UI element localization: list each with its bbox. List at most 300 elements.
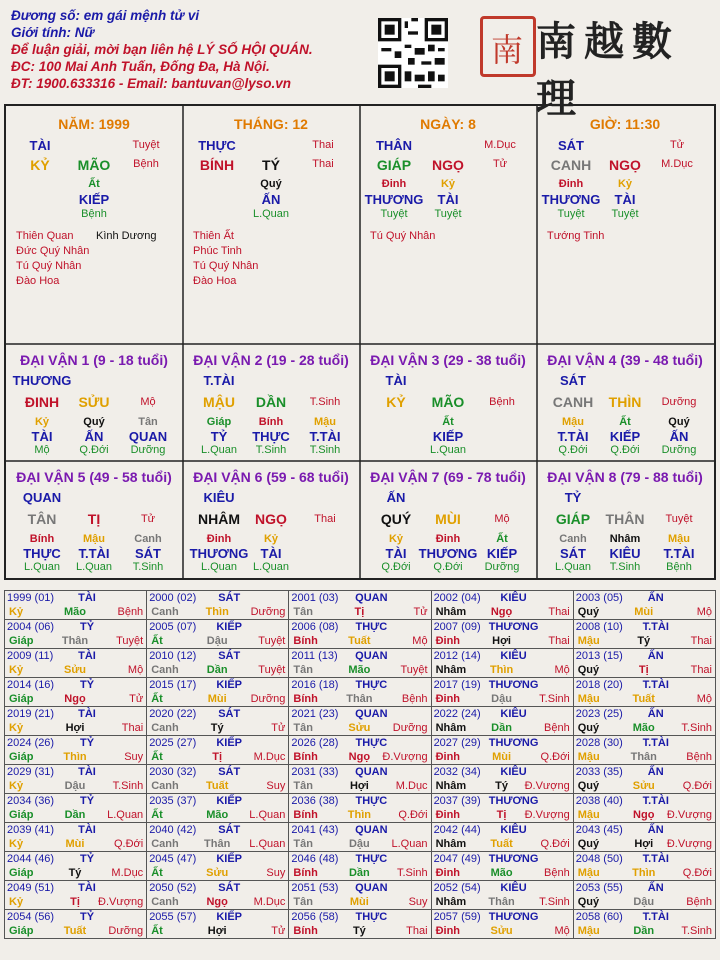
star-label: Thiên Quan bbox=[16, 230, 74, 242]
year-label: 2014 (16) bbox=[7, 679, 55, 691]
year-stage: Tuyệt bbox=[116, 635, 144, 647]
hidden-stem: Kỷ bbox=[34, 416, 50, 428]
year-stage: Tử bbox=[271, 722, 286, 734]
year-label: 2048 (50) bbox=[575, 853, 623, 865]
year-cell-content bbox=[5, 736, 146, 764]
year-stage: Mộ bbox=[554, 925, 570, 937]
earthly-branch: TÝ bbox=[262, 157, 280, 173]
year-ten-god: KIẾP bbox=[216, 911, 243, 923]
hidden-stem: Kỷ bbox=[617, 178, 633, 190]
year-cell bbox=[573, 765, 715, 794]
year-stage: Q.Đới bbox=[682, 867, 712, 879]
year-label: 2001 (03) bbox=[291, 592, 339, 604]
year-row bbox=[5, 823, 716, 852]
header-line: ĐC: 100 Mai Anh Tuấn, Đống Đa, Hà Nội. bbox=[11, 59, 270, 74]
year-label: 2052 (54) bbox=[433, 882, 481, 894]
year-branch: Tị bbox=[70, 896, 80, 908]
year-stage: M.Dục bbox=[395, 780, 428, 792]
hidden-stage: Tuyệt bbox=[611, 208, 639, 220]
year-cell bbox=[147, 678, 289, 707]
year-label: 2029 (31) bbox=[7, 766, 55, 778]
year-stem: Mậu bbox=[577, 925, 600, 937]
year-ten-god: KIÊU bbox=[500, 592, 527, 604]
pillar-3 bbox=[537, 106, 714, 344]
year-ten-god: TÀI bbox=[78, 766, 96, 778]
year-cell bbox=[431, 910, 573, 939]
star-label: Đức Quý Nhân bbox=[16, 245, 90, 257]
heavenly-stem: TÂN bbox=[27, 511, 57, 527]
year-branch: Mùi bbox=[634, 606, 654, 618]
year-stem: Canh bbox=[151, 780, 179, 792]
year-stem: Đinh bbox=[435, 867, 461, 879]
year-branch: Tý bbox=[495, 780, 508, 792]
ten-god-label: THỰC bbox=[198, 138, 236, 153]
year-ten-god: TỶ bbox=[79, 621, 95, 633]
hidden-stage: L.Quan bbox=[554, 561, 592, 573]
hidden-stem: Quý bbox=[260, 178, 282, 190]
hidden-stem: Đinh bbox=[206, 533, 232, 545]
ten-god-label: TÀI bbox=[29, 138, 51, 153]
hidden-god: KIÊU bbox=[609, 546, 641, 561]
earthly-branch: TỊ bbox=[87, 511, 101, 527]
hidden-stem: Mậu bbox=[562, 416, 584, 428]
hidden-stem: Canh bbox=[559, 533, 587, 545]
hidden-stage: L.Quan bbox=[200, 561, 238, 573]
earthly-branch: THÂN bbox=[605, 511, 645, 527]
year-label: 2021 (23) bbox=[291, 708, 339, 720]
year-ten-god: ẤN bbox=[647, 592, 664, 604]
year-ten-god: SÁT bbox=[218, 766, 241, 778]
year-branch: Mùi bbox=[349, 896, 369, 908]
stage-label: M.Dục bbox=[484, 139, 516, 151]
hidden-stage: L.Quan bbox=[23, 561, 61, 573]
year-stem: Giáp bbox=[9, 635, 34, 647]
year-stage: M.Dục bbox=[253, 896, 286, 908]
year-label: 2016 (18) bbox=[291, 679, 339, 691]
year-stage: Bệnh bbox=[686, 896, 712, 908]
year-branch: Hợi bbox=[634, 838, 654, 850]
hidden-stem: Ất bbox=[88, 178, 100, 190]
stage-label: Mộ bbox=[140, 396, 156, 408]
hidden-stem: Bính bbox=[29, 533, 55, 545]
year-stage: Bệnh bbox=[686, 751, 712, 763]
year-cell-content bbox=[289, 649, 430, 677]
year-stage: Bệnh bbox=[544, 867, 570, 879]
year-cell-content bbox=[147, 765, 288, 793]
dai-van-title: ĐẠI VẬN 1 (9 - 18 tuổi) bbox=[20, 352, 168, 368]
year-branch: Thân bbox=[630, 751, 657, 763]
year-cell-content bbox=[289, 765, 430, 793]
hidden-god: TỶ bbox=[210, 429, 228, 444]
year-stage: T.Sinh bbox=[539, 896, 570, 908]
year-stage: M.Dục bbox=[253, 751, 286, 763]
year-label: 2015 (17) bbox=[149, 679, 197, 691]
hidden-stage: L.Quan bbox=[252, 208, 290, 220]
year-cell bbox=[289, 852, 431, 881]
hidden-stem: Giáp bbox=[206, 416, 232, 428]
hidden-stage: L.Quan bbox=[429, 444, 467, 456]
pillar-0 bbox=[6, 106, 183, 344]
year-cell bbox=[573, 910, 715, 939]
year-stem: Quý bbox=[577, 722, 600, 734]
year-cell-content bbox=[289, 707, 430, 735]
year-cell-content bbox=[574, 649, 715, 677]
year-stage: Thai bbox=[548, 606, 570, 618]
year-cell-content bbox=[289, 620, 430, 648]
year-cell-content bbox=[289, 823, 430, 851]
year-stage: Dưỡng bbox=[108, 925, 144, 937]
year-label: 2010 (12) bbox=[149, 650, 197, 662]
year-label: 2028 (30) bbox=[575, 737, 623, 749]
year-cell bbox=[573, 678, 715, 707]
year-stem: Bính bbox=[293, 635, 318, 647]
year-cell-content bbox=[147, 649, 288, 677]
year-stage: Đ.Vượng bbox=[98, 896, 144, 908]
hidden-god: THƯƠNG bbox=[418, 546, 478, 561]
hidden-god: TÀI bbox=[437, 192, 459, 207]
year-stem: Giáp bbox=[9, 867, 34, 879]
year-cell bbox=[431, 678, 573, 707]
year-cell bbox=[5, 765, 147, 794]
hidden-stem: Canh bbox=[134, 533, 162, 545]
heavenly-stem: KỶ bbox=[386, 394, 406, 410]
year-label: 2046 (48) bbox=[291, 853, 339, 865]
year-ten-god: THỰC bbox=[355, 853, 388, 865]
hidden-stem: Mậu bbox=[668, 533, 690, 545]
year-cell bbox=[5, 678, 147, 707]
pillar-1 bbox=[183, 106, 360, 344]
year-ten-god: KIẾP bbox=[216, 621, 243, 633]
dai-van-title: ĐẠI VẬN 5 (49 - 58 tuổi) bbox=[16, 469, 172, 485]
year-stem: Tân bbox=[293, 780, 313, 792]
year-cell-content bbox=[289, 736, 430, 764]
year-branch: Tị bbox=[212, 751, 223, 763]
header-line: Đương số: em gái mệnh tử vi bbox=[11, 8, 200, 23]
year-stage: T.Sinh bbox=[681, 722, 712, 734]
year-branch: Hợi bbox=[65, 722, 85, 734]
hidden-god: TÀI bbox=[614, 192, 636, 207]
earthly-branch: MÃO bbox=[431, 394, 465, 410]
year-label: 2055 (57) bbox=[149, 911, 197, 923]
year-cell-content bbox=[432, 881, 573, 909]
year-stem: Quý bbox=[577, 664, 600, 676]
hidden-stage: Mộ bbox=[34, 444, 50, 456]
hidden-stem: Quý bbox=[83, 416, 105, 428]
year-stem: Đinh bbox=[435, 809, 461, 821]
year-label: 2023 (25) bbox=[575, 708, 623, 720]
year-label: 2056 (58) bbox=[291, 911, 339, 923]
hidden-stage: T.Sinh bbox=[132, 561, 164, 573]
year-label: 2043 (45) bbox=[575, 824, 623, 836]
ten-god-label: SÁT bbox=[558, 138, 584, 153]
year-stage: Dưỡng bbox=[250, 693, 286, 705]
year-branch: Mão bbox=[206, 809, 229, 821]
pillar-title: GIỜ: 11:30 bbox=[589, 116, 661, 132]
year-stage: Suy bbox=[266, 780, 286, 792]
hidden-god: T.TÀI bbox=[557, 429, 589, 444]
year-stem: Tân bbox=[293, 722, 313, 734]
year-ten-god: T.TÀI bbox=[642, 795, 669, 807]
year-stem: Nhâm bbox=[435, 896, 467, 908]
year-stage: L.Quan bbox=[249, 838, 286, 850]
year-ten-god: TÀI bbox=[78, 882, 96, 894]
year-cell bbox=[573, 591, 715, 620]
year-ten-god: TÀI bbox=[78, 824, 96, 836]
year-stage: Suy bbox=[408, 896, 428, 908]
pillar-title: NGÀY: 8 bbox=[420, 116, 476, 132]
year-cell bbox=[147, 881, 289, 910]
year-branch: Dần bbox=[348, 867, 370, 879]
year-label: 2054 (56) bbox=[7, 911, 55, 923]
stage-label: Mộ bbox=[494, 513, 510, 525]
stage-label: Tử bbox=[669, 139, 685, 151]
year-branch: Dần bbox=[633, 925, 655, 937]
year-ten-god: THƯƠNG bbox=[488, 621, 539, 633]
hidden-stage: Q.Đới bbox=[610, 444, 640, 456]
year-branch: Mão bbox=[490, 867, 513, 879]
dai-van-8 bbox=[537, 461, 714, 578]
year-branch: Tị bbox=[496, 809, 507, 821]
year-cell bbox=[5, 910, 147, 939]
year-ten-god: T.TÀI bbox=[642, 679, 669, 691]
heavenly-stem: BÍNH bbox=[199, 157, 235, 173]
year-stem: Tân bbox=[293, 606, 313, 618]
year-stem: Quý bbox=[577, 606, 600, 618]
hidden-stem: Mậu bbox=[83, 533, 105, 545]
year-cell-content bbox=[432, 910, 573, 938]
year-stage: L.Quan bbox=[107, 809, 144, 821]
year-label: 2013 (15) bbox=[575, 650, 623, 662]
year-ten-god: THỰC bbox=[355, 621, 388, 633]
stage-label: Thai bbox=[314, 513, 336, 525]
year-ten-god: THỰC bbox=[355, 911, 388, 923]
year-stem: Ất bbox=[151, 693, 163, 705]
year-branch: Mão bbox=[64, 606, 86, 618]
year-cell bbox=[147, 620, 289, 649]
hidden-stage: T.Sinh bbox=[609, 561, 641, 573]
year-stage: Tử bbox=[271, 925, 286, 937]
year-label: 2026 (28) bbox=[291, 737, 339, 749]
qr-code-icon[interactable] bbox=[378, 18, 448, 88]
year-ten-god: QUAN bbox=[355, 592, 388, 604]
year-ten-god: KIẾP bbox=[216, 679, 243, 691]
year-branch: Hợi bbox=[492, 635, 511, 647]
year-label: 2036 (38) bbox=[291, 795, 339, 807]
year-ten-god: TÀI bbox=[78, 708, 96, 720]
year-label: 2058 (60) bbox=[575, 911, 623, 923]
hidden-god: KIẾP bbox=[78, 192, 110, 207]
earthly-branch: NGỌ bbox=[432, 157, 464, 173]
year-cell-content bbox=[147, 881, 288, 909]
star-label: Tú Quý Nhân bbox=[370, 230, 436, 242]
year-row bbox=[5, 707, 716, 736]
year-label: 2011 (13) bbox=[291, 650, 338, 662]
year-cell bbox=[431, 881, 573, 910]
star-label: Tú Quý Nhân bbox=[193, 260, 259, 272]
year-label: 2022 (24) bbox=[433, 708, 481, 720]
hidden-god: SÁT bbox=[135, 546, 161, 561]
year-cell bbox=[147, 794, 289, 823]
heavenly-stem: QUÝ bbox=[380, 511, 412, 527]
year-stage: Thai bbox=[690, 664, 712, 676]
year-cell-content bbox=[289, 910, 430, 938]
year-cell-content bbox=[574, 707, 715, 735]
year-ten-god: ẤN bbox=[647, 766, 664, 778]
year-branch: Tuất bbox=[348, 635, 371, 647]
yearly-table bbox=[4, 590, 716, 939]
year-ten-god: ẤN bbox=[647, 708, 664, 720]
ten-god-label: ẤN bbox=[386, 490, 406, 505]
year-stage: Tuyệt bbox=[258, 664, 286, 676]
year-stage: Dưỡng bbox=[250, 606, 286, 618]
year-cell bbox=[147, 910, 289, 939]
year-branch: Thìn bbox=[347, 809, 371, 821]
hidden-stage: T.Sinh bbox=[255, 444, 287, 456]
ten-god-label: KIÊU bbox=[203, 490, 235, 505]
hidden-stage: L.Quan bbox=[252, 561, 290, 573]
year-stem: Bính bbox=[293, 809, 318, 821]
year-cell-content bbox=[574, 910, 715, 938]
year-cell-content bbox=[5, 765, 146, 793]
year-cell-content bbox=[574, 823, 715, 851]
year-stem: Giáp bbox=[9, 809, 34, 821]
year-stem: Mậu bbox=[577, 751, 600, 763]
heavenly-stem: GIÁP bbox=[555, 511, 591, 527]
year-cell bbox=[289, 649, 431, 678]
year-branch: Hợi bbox=[207, 925, 227, 937]
year-cell-content bbox=[5, 794, 146, 822]
year-branch: Ngọ bbox=[348, 751, 371, 763]
year-stem: Canh bbox=[151, 606, 179, 618]
year-stage: Thai bbox=[121, 722, 144, 734]
hidden-god: THƯƠNG bbox=[364, 192, 424, 207]
year-stem: Quý bbox=[577, 780, 600, 792]
year-ten-god: TỶ bbox=[79, 795, 95, 807]
year-stem: Canh bbox=[151, 838, 179, 850]
year-branch: Sửu bbox=[348, 722, 371, 734]
year-cell-content bbox=[432, 765, 573, 793]
year-branch: Tị bbox=[638, 664, 649, 676]
year-cell bbox=[289, 823, 431, 852]
year-stem: Kỷ bbox=[9, 780, 24, 792]
year-stage: T.Sinh bbox=[681, 925, 712, 937]
year-stem: Ất bbox=[151, 635, 163, 647]
star-label: Đào Hoa bbox=[16, 275, 60, 287]
year-stem: Tân bbox=[293, 896, 313, 908]
hidden-god: KIẾP bbox=[486, 546, 518, 561]
stage-label: Tuyệt bbox=[132, 139, 160, 151]
hidden-god: THƯƠNG bbox=[541, 192, 601, 207]
year-cell bbox=[431, 707, 573, 736]
year-stage: Q.Đới bbox=[682, 780, 712, 792]
year-branch: Ngọ bbox=[64, 693, 86, 705]
heavenly-stem: KỶ bbox=[30, 157, 50, 173]
pillar-title: THÁNG: 12 bbox=[234, 116, 308, 132]
year-label: 2000 (02) bbox=[149, 592, 197, 604]
hidden-god: QUAN bbox=[128, 429, 168, 444]
year-branch: Thân bbox=[346, 693, 373, 705]
year-cell-content bbox=[147, 736, 288, 764]
stage-label: Bệnh bbox=[133, 158, 159, 170]
seal-text: 南 bbox=[491, 31, 524, 69]
year-branch: Tuất bbox=[632, 693, 655, 705]
year-ten-god: KIẾP bbox=[216, 737, 243, 749]
year-branch: Dần bbox=[491, 722, 512, 734]
year-cell bbox=[431, 852, 573, 881]
year-stage: Tuyệt bbox=[400, 664, 428, 676]
year-label: 2017 (19) bbox=[433, 679, 481, 691]
year-cell bbox=[5, 649, 147, 678]
header-line: ĐT: 1900.633316 - Email: bantuvan@lyso.vn bbox=[11, 76, 292, 91]
year-cell bbox=[573, 881, 715, 910]
year-branch: Thân bbox=[488, 896, 515, 908]
year-cell-content bbox=[5, 910, 146, 938]
year-label: 2025 (27) bbox=[149, 737, 197, 749]
year-branch: Ngọ bbox=[206, 896, 228, 908]
year-cell bbox=[147, 591, 289, 620]
year-cell bbox=[5, 591, 147, 620]
year-branch: Mùi bbox=[65, 838, 85, 850]
earthly-branch: DẦN bbox=[255, 394, 287, 410]
year-branch: Sửu bbox=[63, 664, 87, 676]
stage-label: Thai bbox=[312, 158, 334, 170]
year-stem: Nhâm bbox=[435, 838, 467, 850]
ten-god-label: TỶ bbox=[564, 490, 582, 505]
year-stem: Nhâm bbox=[435, 780, 467, 792]
year-stem: Đinh bbox=[435, 635, 461, 647]
year-label: 2018 (20) bbox=[575, 679, 623, 691]
year-label: 2053 (55) bbox=[575, 882, 623, 894]
year-stem: Bính bbox=[293, 867, 318, 879]
hidden-stage: Dưỡng bbox=[484, 561, 520, 573]
year-stage: L.Quan bbox=[249, 809, 286, 821]
hidden-stage: Bệnh bbox=[81, 208, 107, 220]
year-cell bbox=[573, 707, 715, 736]
year-stem: Kỷ bbox=[9, 664, 24, 676]
year-label: 2040 (42) bbox=[149, 824, 197, 836]
year-cell bbox=[431, 591, 573, 620]
dai-van-title: ĐẠI VẬN 4 (39 - 48 tuổi) bbox=[547, 352, 703, 368]
earthly-branch: MÙI bbox=[435, 511, 461, 527]
year-ten-god: QUAN bbox=[355, 766, 388, 778]
year-cell-content bbox=[289, 852, 430, 880]
year-stem: Giáp bbox=[9, 751, 34, 763]
year-cell bbox=[573, 649, 715, 678]
brand-logo: 南越數理 bbox=[536, 18, 680, 122]
year-ten-god: SÁT bbox=[218, 708, 241, 720]
year-branch: Mùi bbox=[207, 693, 227, 705]
year-ten-god: TỶ bbox=[79, 853, 95, 865]
hidden-stage: Q.Đới bbox=[381, 561, 411, 573]
year-stem: Kỷ bbox=[9, 606, 24, 618]
year-branch: Thân bbox=[61, 635, 89, 647]
year-label: 2035 (37) bbox=[149, 795, 197, 807]
year-label: 2047 (49) bbox=[433, 853, 481, 865]
hidden-god: ẤN bbox=[669, 429, 689, 444]
year-stem: Kỷ bbox=[9, 896, 24, 908]
year-label: 2057 (59) bbox=[433, 911, 481, 923]
year-cell-content bbox=[147, 678, 288, 706]
hidden-stage: Dưỡng bbox=[661, 444, 697, 456]
year-ten-god: KIÊU bbox=[500, 766, 527, 778]
year-ten-god: THỰC bbox=[355, 795, 388, 807]
hidden-stem: Kỷ bbox=[263, 533, 279, 545]
hidden-stage: L.Quan bbox=[75, 561, 113, 573]
year-ten-god: KIÊU bbox=[500, 708, 527, 720]
year-stage: Q.Đới bbox=[113, 838, 144, 850]
year-cell bbox=[431, 649, 573, 678]
year-cell-content bbox=[574, 852, 715, 880]
